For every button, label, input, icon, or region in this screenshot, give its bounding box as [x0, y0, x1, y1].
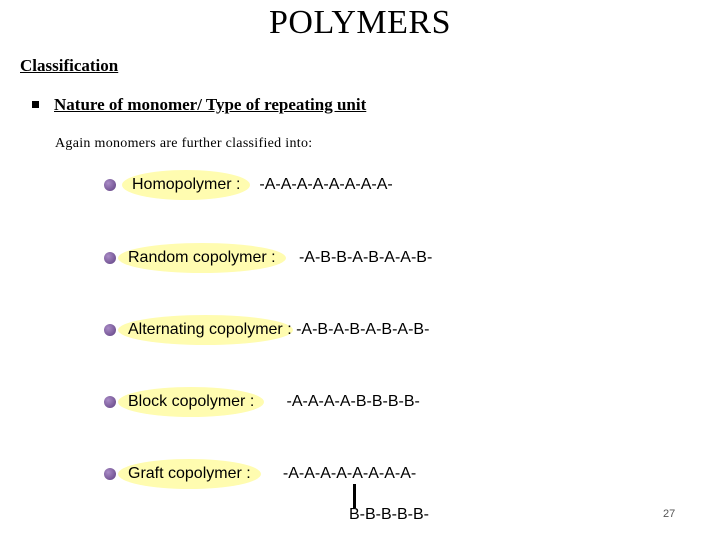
item-label: Random copolymer :: [118, 243, 286, 273]
page-number: 27: [663, 508, 676, 520]
list-item-alternating-copolymer: [104, 315, 429, 345]
item-sequence: -A-A-A-A-A-A-A-A-: [260, 465, 417, 482]
item-sequence: -A-B-B-A-B-A-A-B-: [285, 249, 433, 266]
classification-heading: Classification: [20, 56, 119, 75]
bullet-dot-icon: [104, 252, 116, 264]
bullet-dot-icon: [104, 179, 116, 191]
bullet-dot-icon: [104, 324, 116, 336]
graft-branch-chain: B-B-B-B-B-: [349, 506, 429, 523]
bullet-dot-icon: [104, 396, 116, 408]
slide-title: POLYMERS: [269, 4, 451, 41]
item-sequence: -A-A-A-A-A-A-A-A-: [250, 176, 393, 193]
square-bullet-icon: [32, 101, 39, 108]
item-label: Graft copolymer :: [118, 459, 261, 489]
graft-branch-connector: [353, 484, 356, 508]
list-item-random-copolymer: [104, 243, 432, 273]
section-heading-text: Nature of monomer/ Type of repeating unit: [54, 95, 367, 114]
list-item-graft-copolymer: [104, 459, 416, 489]
list-item-block-copolymer: [104, 387, 420, 417]
item-label: Homopolymer :: [122, 170, 250, 200]
section-heading: [32, 95, 366, 115]
item-sequence: : -A-B-A-B-A-B-A-B-: [282, 321, 430, 338]
bullet-dot-icon: [104, 468, 116, 480]
item-label: Block copolymer :: [118, 387, 264, 417]
item-label: Alternating copolymer: [118, 315, 293, 345]
item-sequence: -A-A-A-A-B-B-B-B-: [264, 393, 420, 410]
list-item-homopolymer: [104, 170, 393, 200]
intro-text: Again monomers are further classified into:: [55, 136, 313, 151]
